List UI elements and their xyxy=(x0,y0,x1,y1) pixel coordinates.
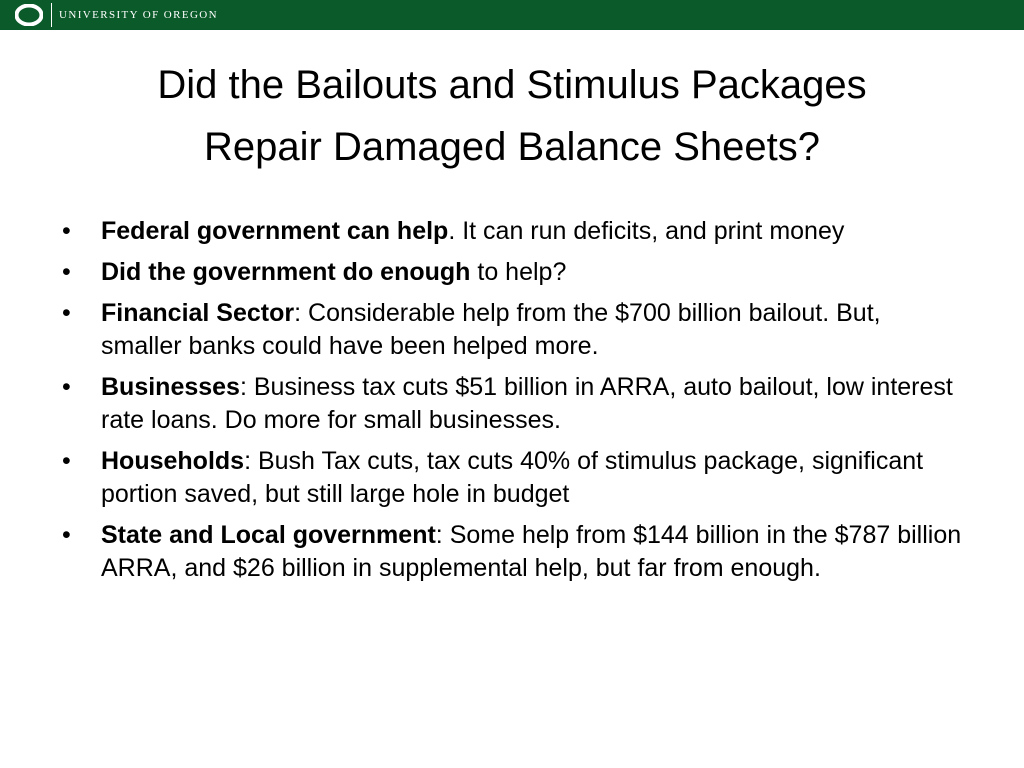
bullet-item-businesses xyxy=(60,371,965,437)
bullet-body: : Some help from $144 billion in the $787 billion ARRA, and $26 billion in supplemental help, but far from enough. xyxy=(101,521,962,582)
bullet-item-financial xyxy=(60,297,965,363)
bullet-body: . It can run deficits, and print money xyxy=(448,217,845,245)
slide-title-line-2: Repair Damaged Balance Sheets? xyxy=(204,125,820,169)
bullet-item-enough xyxy=(60,256,965,289)
bullet-heading: Financial Sector xyxy=(101,299,295,327)
bullet-dot: • xyxy=(62,521,71,549)
bullet-heading: Federal government can help xyxy=(101,217,449,245)
slide-title-line-1: Did the Bailouts and Stimulus Packages xyxy=(157,63,867,107)
bullet-dot: • xyxy=(62,217,71,245)
bullet-list xyxy=(60,215,965,593)
bullet-item-state-local xyxy=(60,519,965,585)
bullet-body: : Bush Tax cuts, tax cuts 40% of stimulus package, significant portion saved, but still large hole in budget xyxy=(101,447,924,508)
bullet-body: to help? xyxy=(470,258,567,286)
bullet-heading: Did the government do enough xyxy=(101,258,471,286)
logo-divider xyxy=(51,3,52,27)
bullet-item-federal xyxy=(60,215,965,248)
bullet-item-households xyxy=(60,445,965,511)
bullet-heading: State and Local government xyxy=(101,521,436,549)
university-name: UNIVERSITY OF OREGON xyxy=(59,9,218,21)
bullet-heading: Businesses xyxy=(101,373,240,401)
bullet-dot: • xyxy=(62,373,71,401)
bullet-dot: • xyxy=(62,299,71,327)
slide-title xyxy=(60,54,964,178)
bullet-dot: • xyxy=(62,447,71,475)
bullet-body: : Business tax cuts $51 billion in ARRA, auto bailout, low interest rate loans. Do more for small businesses. xyxy=(101,373,953,434)
bullet-dot: • xyxy=(62,258,71,286)
university-o-logo-icon xyxy=(15,4,43,26)
bullet-heading: Households xyxy=(101,447,245,475)
header-bar xyxy=(0,0,1024,30)
bullet-body: : Considerable help from the $700 billion bailout. But, smaller banks could have been helped more. xyxy=(101,299,881,360)
